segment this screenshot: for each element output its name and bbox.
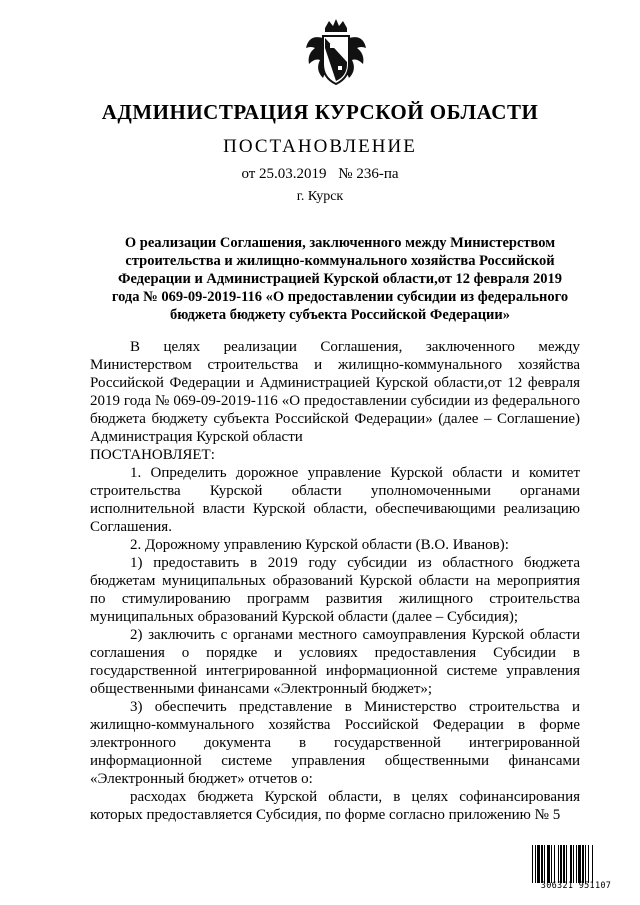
subject-line: строительства и жилищно-коммунального хозяйства Российской bbox=[125, 253, 555, 269]
preamble-paragraph: В целях реализации Соглашения, заключенного между Министерством строительства и жилищно-коммунального хозяйства Российской Федерации и Администрацией Курской области,от 12 февраля 2019 года № 069-09-2019-116 «О предоставлении субсидии из федерального бюджета бюджету субъекта Российской Федерации» (далее – Соглашение) Администрация Курской области bbox=[90, 339, 580, 445]
document-subject bbox=[100, 234, 580, 324]
date-number-line bbox=[0, 166, 640, 183]
document-date: от 25.03.2019 bbox=[241, 166, 327, 182]
subject-line: Федерации и Администрацией Курской области,от 12 февраля 2019 bbox=[117, 271, 562, 287]
document-type: ПОСТАНОВЛЕНИЕ bbox=[223, 136, 417, 157]
coat-of-arms-icon bbox=[303, 18, 369, 90]
barcode-number: 306321 951107 bbox=[540, 881, 612, 891]
body-paragraph: 2) заключить с органами местного самоуправления Курской области соглашения о порядке и условиях предоставления Субсидии в государственной интегрированной информационной системе управления общественными финансами «Электронный бюджет»; bbox=[90, 627, 580, 697]
subject-line: О реализации Соглашения, заключенного между Министерством bbox=[124, 235, 556, 251]
body-paragraph: расходах бюджета Курской области, в целях софинансирования которых предоставляется Субсидия, по форме согласно приложению № 5 bbox=[90, 789, 580, 823]
body-paragraph: 2. Дорожному управлению Курской области (В.О. Иванов): bbox=[130, 537, 509, 553]
resolves-heading: ПОСТАНОВЛЯЕТ: bbox=[90, 447, 215, 463]
subject-line: бюджета бюджету субъекта Российской Федерации» bbox=[169, 307, 511, 323]
subject-line: года № 069-09-2019-116 «О предоставлении субсидии из федерального bbox=[111, 289, 569, 305]
body-paragraph: 3) обеспечить представление в Министерство строительства и жилищно-коммунального хозяйства Российской Федерации в форме электронного документа в государственной интегрированной информационной системе управления общественными финансами «Электронный бюджет» отчетов о: bbox=[90, 699, 580, 787]
barcode-icon bbox=[531, 845, 621, 883]
body-paragraph: 1. Определить дорожное управление Курской области и комитет строительства Курской области уполномоченными органами исполнительной власти Курской области, обеспечивающими реализацию Соглашения. bbox=[90, 465, 580, 535]
document-number: № 236-па bbox=[338, 166, 399, 182]
body-paragraph: 1) предоставить в 2019 году субсидии из областного бюджета бюджетам муниципальных образований Курской области на мероприятия по стимулированию программ развития жилищного строительства муниципальных образований Курской области (далее – Субсидия); bbox=[90, 555, 580, 625]
organization-title: АДМИНИСТРАЦИЯ КУРСКОЙ ОБЛАСТИ bbox=[101, 100, 539, 124]
city-line: г. Курск bbox=[296, 189, 344, 204]
document-body bbox=[90, 338, 580, 824]
